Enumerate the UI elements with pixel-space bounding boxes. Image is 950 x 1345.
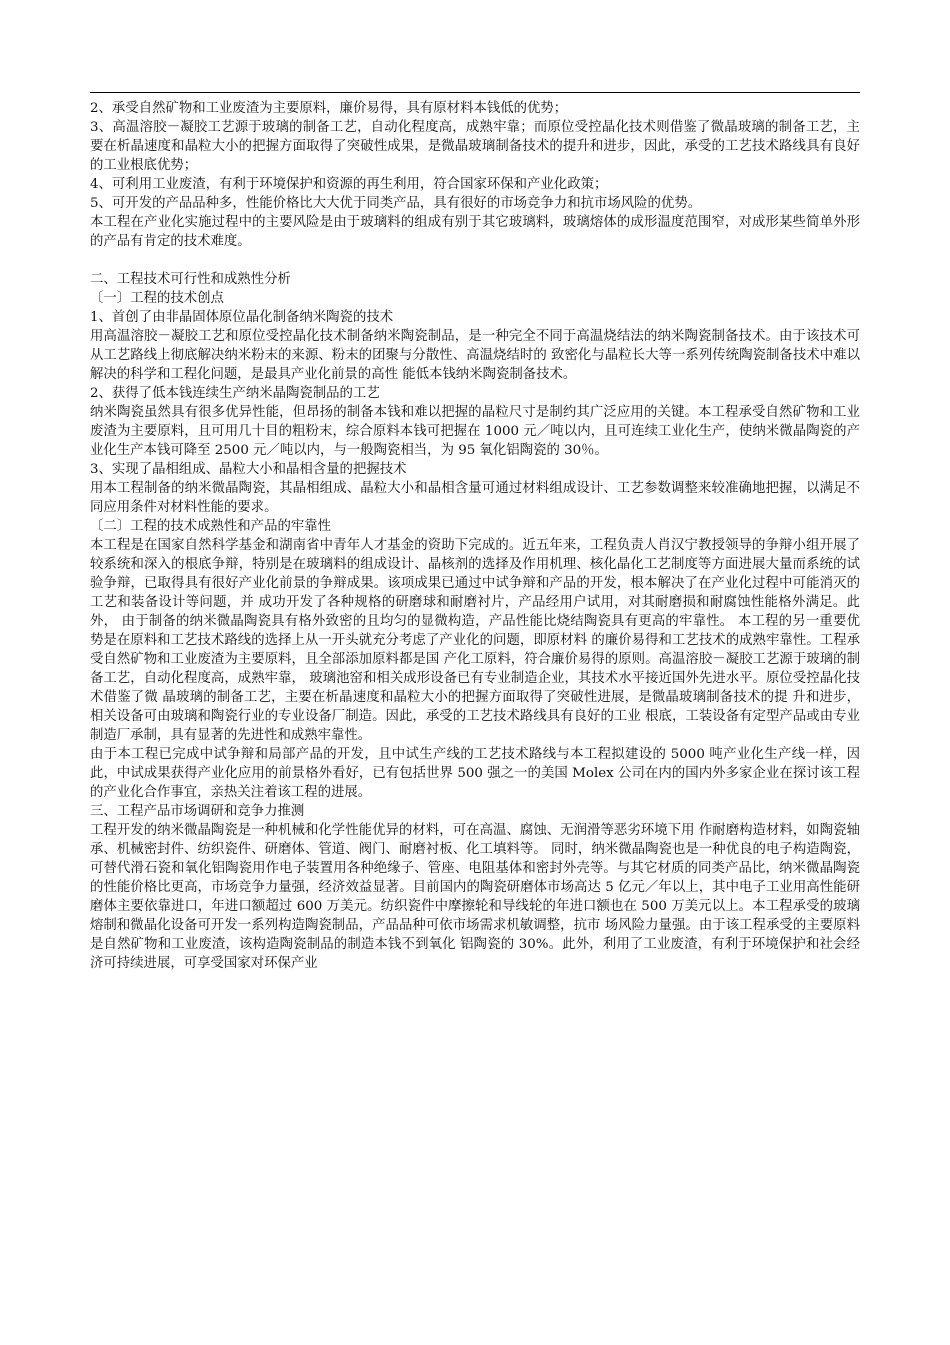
paragraph: 本工程在产业化实施过程中的主要风险是由于玻璃料的组成有别于其它玻璃料，玻璃熔体的成形温度范围窄，对成形某些简单外形的产品有肯定的技术难度。 [90,215,860,249]
subsection-heading: 〔一〕工程的技术创点 [90,291,224,306]
item-heading: 1、首创了由非晶固体原位晶化制备纳米陶瓷的技术 [90,310,394,325]
paragraph: 本工程是在国家自然科学基金和湖南省中青年人才基金的资助下完成的。近五年来，工程负责人肖汉宁教授领导的争辩小组开展了较系统和深入的根底争辩，特别是在玻璃料的组成设计、晶核剂的选择及作用机理、核化晶化工艺制度等方面进展大量而系统的试验争辩，已取得具有很好产业化前景的争辩成果。该项成果已通过中试争辩和产品的开发，根本解决了在产业化过程中可能消灭的工艺和装备设计等问题，并 成功开发了各种规格的研磨球和耐磨衬片，产品经用户试用，对其耐磨损和耐腐蚀性能格外满足。此外， 由于制备的纳米微晶陶瓷具有格外致密的且均匀的显微构造，产品性能比烧结陶瓷具有更高的牢靠性。 本工程的另一重要优势是在原料和工艺技术路线的选择上从一开头就充分考虑了产业化的问题，即原材料 的廉价易得和工艺技术的成熟牢靠性。工程承受自然矿物和工业废渣为主要原料，且全部添加原料都是国 产化工原料，符合廉价易得的原则。高温溶胶－凝胶工艺源于玻璃的制备工艺，自动化程度高，成熟牢靠， 玻璃池窑和相关成形设备已有专业制造企业，其技术水平接近国外先进水平。原位受控晶化技术借鉴了微 晶玻璃的制备工艺，主要在析晶速度和晶粒大小的把握方面取得了突破性进展，是微晶玻璃制备技术的提 升和进步，相关设备可由玻璃和陶瓷行业的专业设备厂制造。因此，承受的工艺技术路线具有良好的工业 根底，工装设备有定型产品或由专业制造厂承制，具有显著的先进性和成熟牢靠性。 [90,538,860,743]
blank-line [90,251,860,270]
paragraph: 纳米陶瓷虽然具有很多优异性能，但昂扬的制备本钱和难以把握的晶粒尺寸是制约其广泛应用的关键。本工程承受自然矿物和工业废渣为主要原料，且可用几十目的粗粉末，综合原料本钱可把握在 1000 元／吨以内，且可连续工业化生产，使纳米微晶陶瓷的产业化生产本钱可降至 2500 元／吨以内，与一般陶瓷相当，为 95 氧化铝陶瓷的 30％。 [90,405,860,458]
paragraph: 2、承受自然矿物和工业废渣为主要原料，廉价易得，具有原材料本钱低的优势； [90,101,568,116]
document-page [90,92,860,973]
paragraph: 3、高温溶胶－凝胶工艺源于玻璃的制备工艺，自动化程度高，成熟牢靠；而原位受控晶化技术则借鉴了微晶玻璃的制备工艺，主要在析晶速度和晶粒大小的把握方面取得了突破性成果，是微晶玻璃制备技术的提升和进步，因此，承受的工艺技术路线具有良好的工业根底优势； [90,120,860,173]
paragraph: 4、可利用工业废渣，有利于环境保护和资源的再生利用，符合国家环保和产业化政策； [90,177,608,192]
document-body [90,99,860,973]
paragraph: 用高温溶胶－凝胶工艺和原位受控晶化技术制备纳米陶瓷制品，是一种完全不同于高温烧结法的纳米陶瓷制备技术。由于该技术可从工艺路线上彻底解决纳米粉末的来源、粉末的团聚与分散性、高温烧结时的 致密化与晶粒长大等一系列传统陶瓷制备技术中难以解决的科学和工程化问题，是最具产业化前景的高性 能低本钱纳米陶瓷制备技术。 [90,329,860,382]
paragraph: 由于本工程已完成中试争辩和局部产品的开发，且中试生产线的工艺技术路线与本工程拟建设的 5000 吨产业化生产线一样，因此，中试成果获得产业化应用的前景格外看好，已有包括世界 500 强之一的美国 Molex 公司在内的国内外多家企业在探讨该工程的产业化合作事宜，亲热关注着该工程的进展。 [90,747,860,800]
item-heading: 2、获得了低本钱连续生产纳米晶陶瓷制品的工艺 [90,386,380,401]
paragraph: 用本工程制备的纳米微晶陶瓷，其晶相组成、晶粒大小和晶相含量可通过材料组成设计、工艺参数调整来较准确地把握，以满足不同应用条件对材料性能的要求。 [90,481,860,515]
paragraph: 工程开发的纳米微晶陶瓷是一种机械和化学性能优异的材料，可在高温、腐蚀、无润滑等恶劣环境下用 作耐磨构造材料，如陶瓷轴承、机械密封件、纺织瓷件、研磨体、管道、阀门、耐磨衬板、化工填料等。 同时，纳米微晶陶瓷也是一种优良的电子构造陶瓷，可替代滑石瓷和氧化铝陶瓷用作电子装置用各种绝缘子、管座、电阻基体和密封外壳等。与其它材质的同类产品比，纳米微晶陶瓷的性能价格比更高，市场竞争力量强，经济效益显著。目前国内的陶瓷研磨体市场高达 5 亿元／年以上，其中电子工业用高性能研磨体主要依靠进口，年进口额超过 600 万美元。纺织瓷件中摩擦轮和导线轮的年进口额也在 500 万美元以上。本工程承受的玻璃熔制和微晶化设备可开发一系列构造陶瓷制品，产品品种可依市场需求机敏调整，抗市 场风险力量强。由于该工程承受的主要原料是自然矿物和工业废渣，该构造陶瓷制品的制造本钱不到氧化 铝陶瓷的 30%。此外，利用了工业废渣，有利于环境保护和社会经济可持续进展，可享受国家对环保产业 [90,823,860,971]
section-heading: 三、工程产品市场调研和竞争力推测 [90,804,305,819]
item-heading: 3、实现了晶相组成、晶粒大小和晶相含量的把握技术 [90,462,407,477]
subsection-heading: 〔二〕工程的技术成熟性和产品的牢靠性 [90,519,332,534]
section-heading: 二、工程技术可行性和成熟性分析 [90,272,291,287]
header-rule [90,92,860,93]
paragraph: 5、可开发的产品品种多，性能价格比大大优于同类产品，具有很好的市场竞争力和抗市场风险的优势。 [90,196,702,211]
